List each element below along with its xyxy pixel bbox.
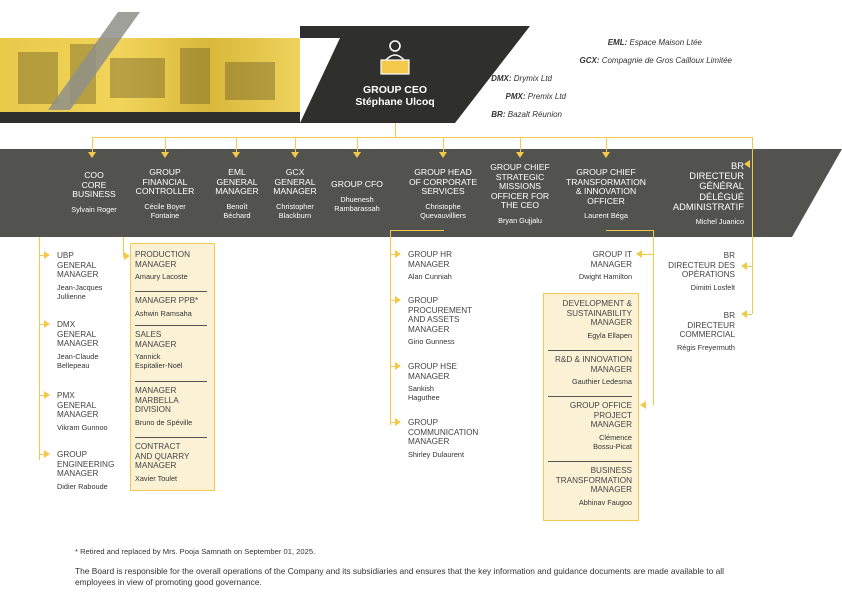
legend-item: DMX: Drymix Ltd bbox=[491, 74, 552, 83]
exec-strategic-missions: GROUP CHIEF STRATEGIC MISSIONS OFFICER FOR THE CEO Bryan Gujjalu bbox=[490, 162, 550, 225]
box-group-office-project: GROUP OFFICE PROJECT MANAGER Clémence Bossu-Picat bbox=[569, 401, 632, 451]
connector-line bbox=[443, 137, 444, 153]
connector-line bbox=[92, 137, 752, 138]
arrow-down-icon bbox=[516, 152, 524, 158]
box-production-manager: PRODUCTION MANAGER Amaury Lacoste bbox=[135, 250, 191, 282]
exec-corporate-services: GROUP HEAD OF CORPORATE SERVICES Christophe Quevauvilliers bbox=[408, 167, 478, 220]
connector-line bbox=[295, 137, 296, 153]
legend-item: BR: Bazalt Réunion bbox=[491, 110, 562, 119]
ceo-node bbox=[350, 84, 440, 108]
ceo-person-icon bbox=[378, 38, 412, 78]
arrow-down-icon bbox=[439, 152, 447, 158]
connector-line bbox=[606, 137, 607, 153]
connector-line bbox=[390, 230, 391, 425]
board-note: The Board is responsible for the overall operations of the Company and its subsidiaries and ensures that the key information and guidance documents are made available to all employees in view of promoting good governance. bbox=[75, 566, 724, 587]
box-rnd-innovation: R&D & INNOVATION MANAGER Gauthier Ledesma bbox=[554, 355, 632, 387]
box-business-transformation: BUSINESS TRANSFORMATION MANAGER Abhinav Faugoo bbox=[555, 466, 632, 507]
arrow-icon bbox=[744, 160, 750, 168]
arrow-down-icon bbox=[353, 152, 361, 158]
report-engineering-manager: GROUP ENGINEERING MANAGER Didier Raboude bbox=[57, 450, 115, 491]
ceo-name: Stéphane Ulcoq bbox=[355, 96, 435, 108]
arrow-icon bbox=[640, 401, 646, 409]
arrow-down-icon bbox=[291, 152, 299, 158]
footnote: * Retired and replaced by Mrs. Pooja Samnath on September 01, 2025. bbox=[75, 547, 316, 556]
report-group-hr: GROUP HR MANAGER Alan Cunniah bbox=[408, 250, 452, 282]
connector-line bbox=[520, 137, 521, 153]
exec-financial-controller: GROUP FINANCIAL CONTROLLER Cécile Boyer Fontaine bbox=[135, 167, 195, 220]
exec-group-cfo: GROUP CFO Dhuenesh Rambarassah bbox=[331, 179, 383, 213]
arrow-down-icon bbox=[161, 152, 169, 158]
connector-line bbox=[165, 137, 166, 153]
exec-eml-gm: EML GENERAL MANAGER Benoît Béchard bbox=[215, 167, 259, 220]
box-sales-manager: SALES MANAGER Yannick Espitalier-Noël bbox=[135, 330, 183, 371]
report-br-commercial: BR DIRECTEUR COMMERCIAL Régis Freyermuth bbox=[677, 311, 735, 352]
exec-br-dgda: BR DIRECTEUR GÉNÉRAL DÉLÉGUÉ ADMINISTRATIF Michel Juanico bbox=[672, 160, 744, 227]
connector-line bbox=[92, 137, 93, 153]
report-communication: GROUP COMMUNICATION MANAGER Shirley Dulaurent bbox=[408, 418, 479, 459]
box-contract-quarry-manager: CONTRACT AND QUARRY MANAGER Xavier Toulet bbox=[135, 442, 190, 483]
report-procurement: GROUP PROCUREMENT AND ASSETS MANAGER Gino Gunness bbox=[408, 296, 473, 347]
arrow-down-icon bbox=[88, 152, 96, 158]
report-pmx-gm: PMX GENERAL MANAGER Vikram Gunnoo bbox=[57, 391, 108, 432]
connector-line bbox=[357, 137, 358, 153]
connector-line bbox=[236, 137, 237, 153]
arrow-down-icon bbox=[602, 152, 610, 158]
box-development-sustainability: DEVELOPMENT & SUSTAINABILITY MANAGER Egyla Ellapen bbox=[562, 299, 632, 340]
connector-line bbox=[39, 237, 40, 460]
exec-coo: COO CORE BUSINESS Sylvain Roger bbox=[71, 170, 117, 214]
arrow-down-icon bbox=[232, 152, 240, 158]
legend-item: GCX: Compagnie de Gros Cailloux Limitée bbox=[579, 56, 732, 65]
ceo-title: GROUP CEO bbox=[363, 84, 427, 96]
box-manager-ppb: MANAGER PPB* Ashwin Ramsaha bbox=[135, 296, 199, 318]
legend-item: PMX: Premix Ltd bbox=[505, 92, 566, 101]
box-marbella-manager: MANAGER MARBELLA DIVISION Bruno de Spéville bbox=[135, 386, 193, 427]
report-br-operations: BR DIRECTEUR DES OPÉRATIONS Dimitri Losfelt bbox=[668, 251, 735, 292]
report-dmx-gm: DMX GENERAL MANAGER Jean-Claude Bellepeau bbox=[57, 320, 99, 370]
connector-line bbox=[752, 137, 753, 314]
connector-line bbox=[395, 123, 396, 137]
exec-transformation-officer: GROUP CHIEF TRANSFORMATION & INNOVATION OFFICER Laurent Béga bbox=[565, 167, 647, 221]
report-group-it: GROUP IT MANAGER Dwight Hamilton bbox=[578, 250, 632, 282]
report-group-hse: GROUP HSE MANAGER Sankish Haguthee bbox=[408, 362, 457, 403]
exec-gcx-gm: GCX GENERAL MANAGER Christopher Blackburn bbox=[273, 167, 317, 220]
legend-item: EML: Espace Maison Ltée bbox=[607, 38, 702, 47]
report-ubp-gm: UBP GENERAL MANAGER Jean-Jacques Jullienne bbox=[57, 251, 103, 301]
